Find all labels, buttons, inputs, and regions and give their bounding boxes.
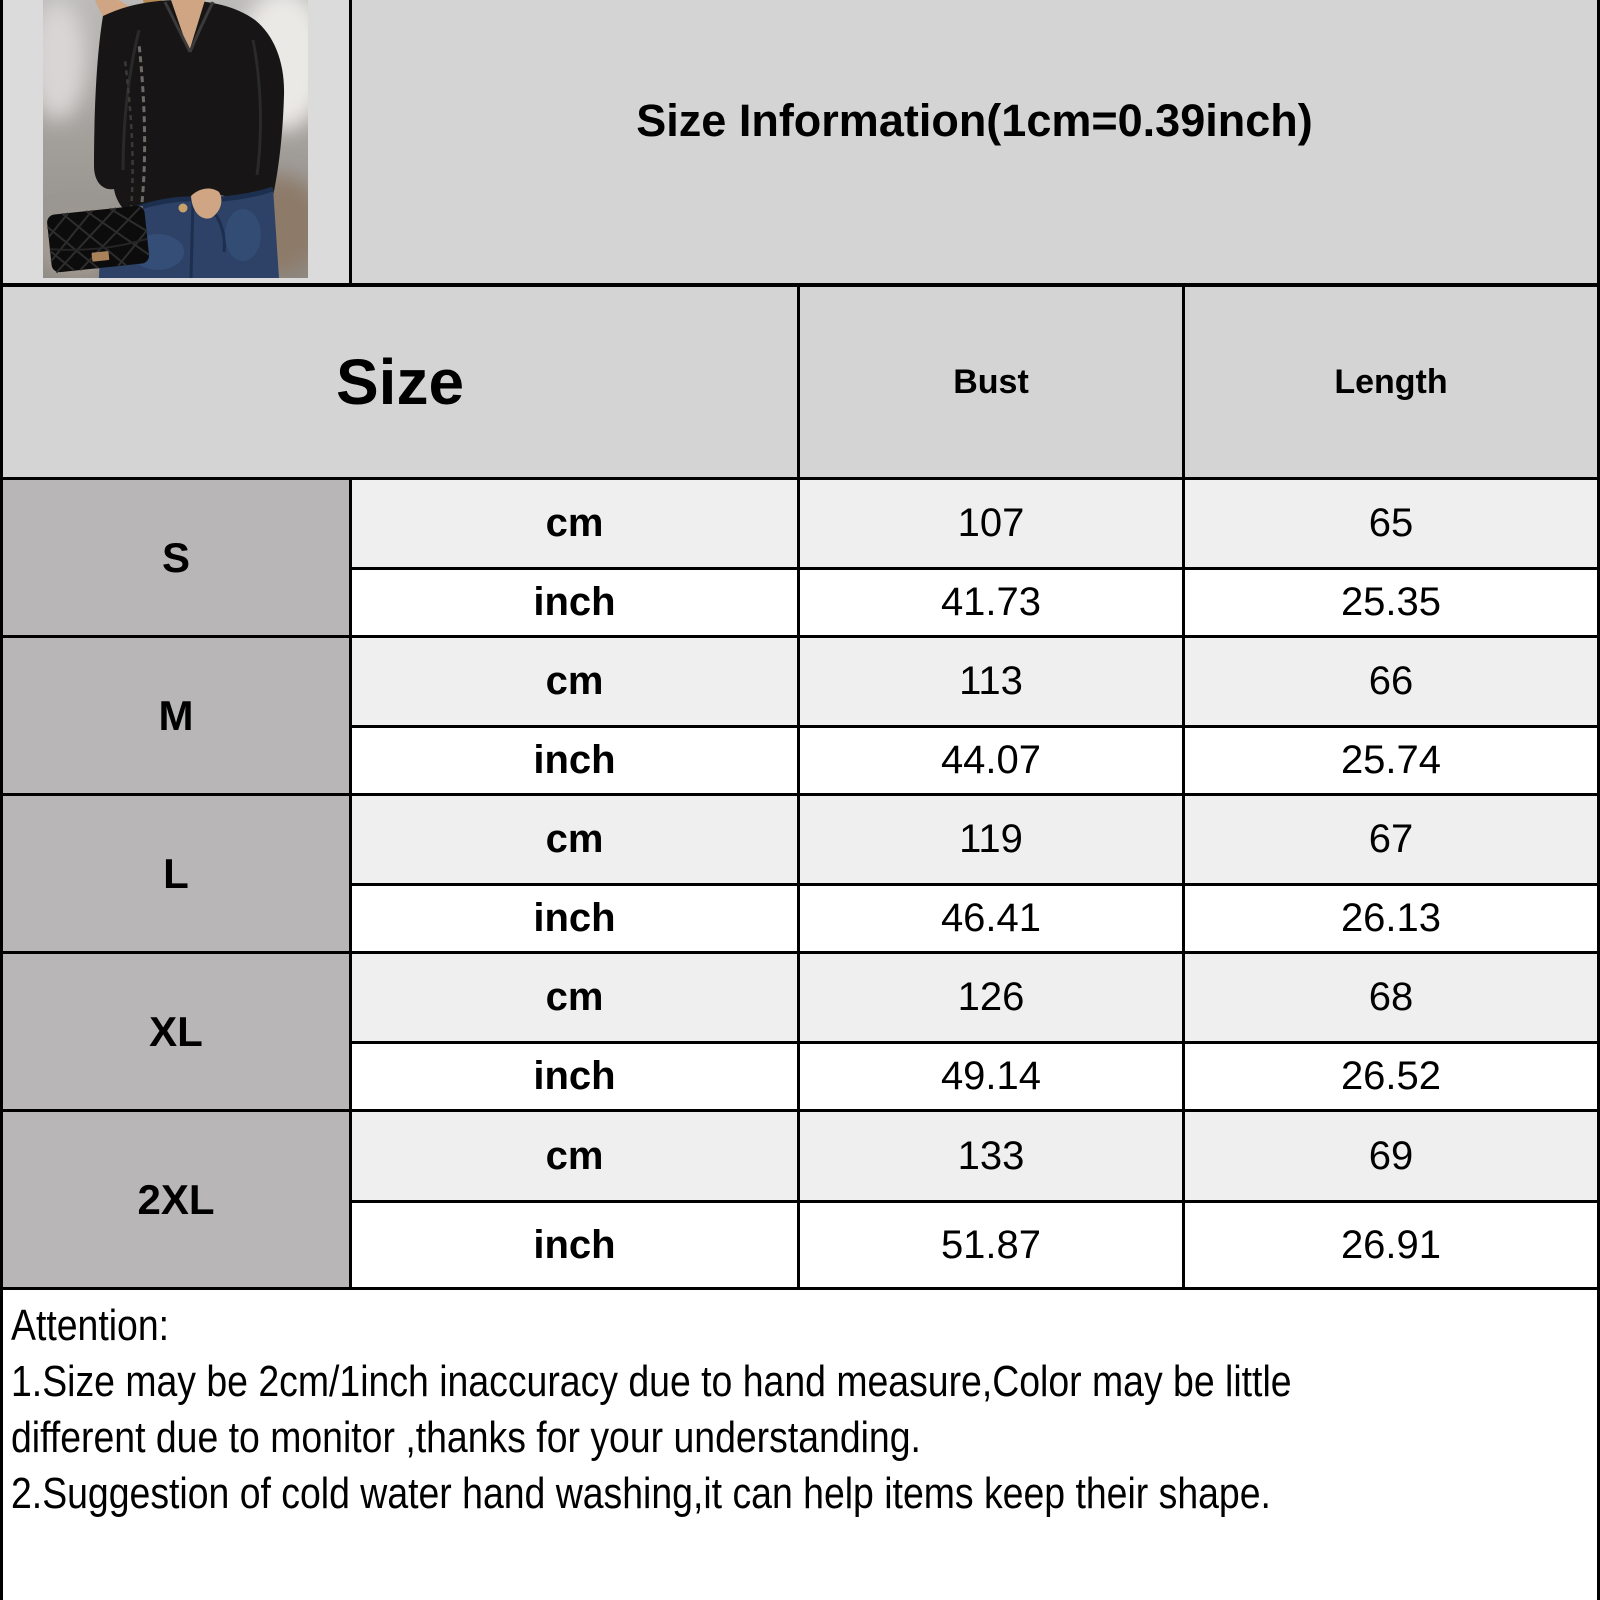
unit-label-inch: inch [352,728,800,793]
attention-note-1: 1.Size may be 2cm/1inch inaccuracy due to hand measure,Color may be little [11,1357,1292,1406]
top-section [3,0,1597,287]
product-photo-cell [3,0,352,283]
product-photo [43,0,308,278]
unit-label-inch: inch [352,1203,800,1287]
bag-clasp [92,251,110,262]
bust-cm-value: 119 [800,796,1185,886]
length-inch-value: 26.52 [1185,1044,1597,1109]
column-header-size: Size [3,287,800,477]
table-row-s [3,480,1597,638]
length-cm-value: 68 [1185,954,1597,1044]
length-cm-value: 67 [1185,796,1597,886]
bust-inch-value: 46.41 [800,886,1185,951]
unit-label-cm: cm [352,480,800,570]
attention-note-1-cont: different due to monitor ,thanks for your understanding. [11,1413,921,1462]
unit-label-inch: inch [352,1044,800,1109]
unit-label-cm: cm [352,1112,800,1203]
unit-label-inch: inch [352,886,800,951]
unit-label-cm: cm [352,638,800,728]
length-inch-value: 25.35 [1185,570,1597,635]
attention-note-2: 2.Suggestion of cold water hand washing,it can help items keep their shape. [11,1469,1271,1518]
title-cell [352,0,1597,283]
attention-text [11,1298,1600,1522]
size-label: S [3,480,352,635]
bust-cm-value: 107 [800,480,1185,570]
bust-cm-value: 113 [800,638,1185,728]
unit-label-cm: cm [352,796,800,886]
length-inch-value: 25.74 [1185,728,1597,793]
table-row-l [3,796,1597,954]
bust-inch-value: 49.14 [800,1044,1185,1109]
table-row-xl [3,954,1597,1112]
attention-heading: Attention: [11,1301,170,1350]
length-inch-value: 26.91 [1185,1203,1597,1287]
bust-inch-value: 44.07 [800,728,1185,793]
unit-label-inch: inch [352,570,800,635]
length-inch-value: 26.13 [1185,886,1597,951]
table-row-m [3,638,1597,796]
size-label: XL [3,954,352,1109]
bust-inch-value: 51.87 [800,1203,1185,1287]
table-row-2xl [3,1112,1597,1290]
size-label: 2XL [3,1112,352,1287]
quilted-bag [46,205,150,273]
length-cm-value: 65 [1185,480,1597,570]
column-header-bust: Bust [800,287,1185,477]
bust-cm-value: 126 [800,954,1185,1044]
size-label: L [3,796,352,951]
table-header-row [3,287,1597,480]
unit-label-cm: cm [352,954,800,1044]
length-cm-value: 66 [1185,638,1597,728]
bust-cm-value: 133 [800,1112,1185,1203]
column-header-length: Length [1185,287,1597,477]
attention-section [3,1290,1597,1522]
size-label: M [3,638,352,793]
length-cm-value: 69 [1185,1112,1597,1203]
bust-inch-value: 41.73 [800,570,1185,635]
page-title: Size Information(1cm=0.39inch) [636,94,1313,146]
jeans-button [179,204,188,213]
